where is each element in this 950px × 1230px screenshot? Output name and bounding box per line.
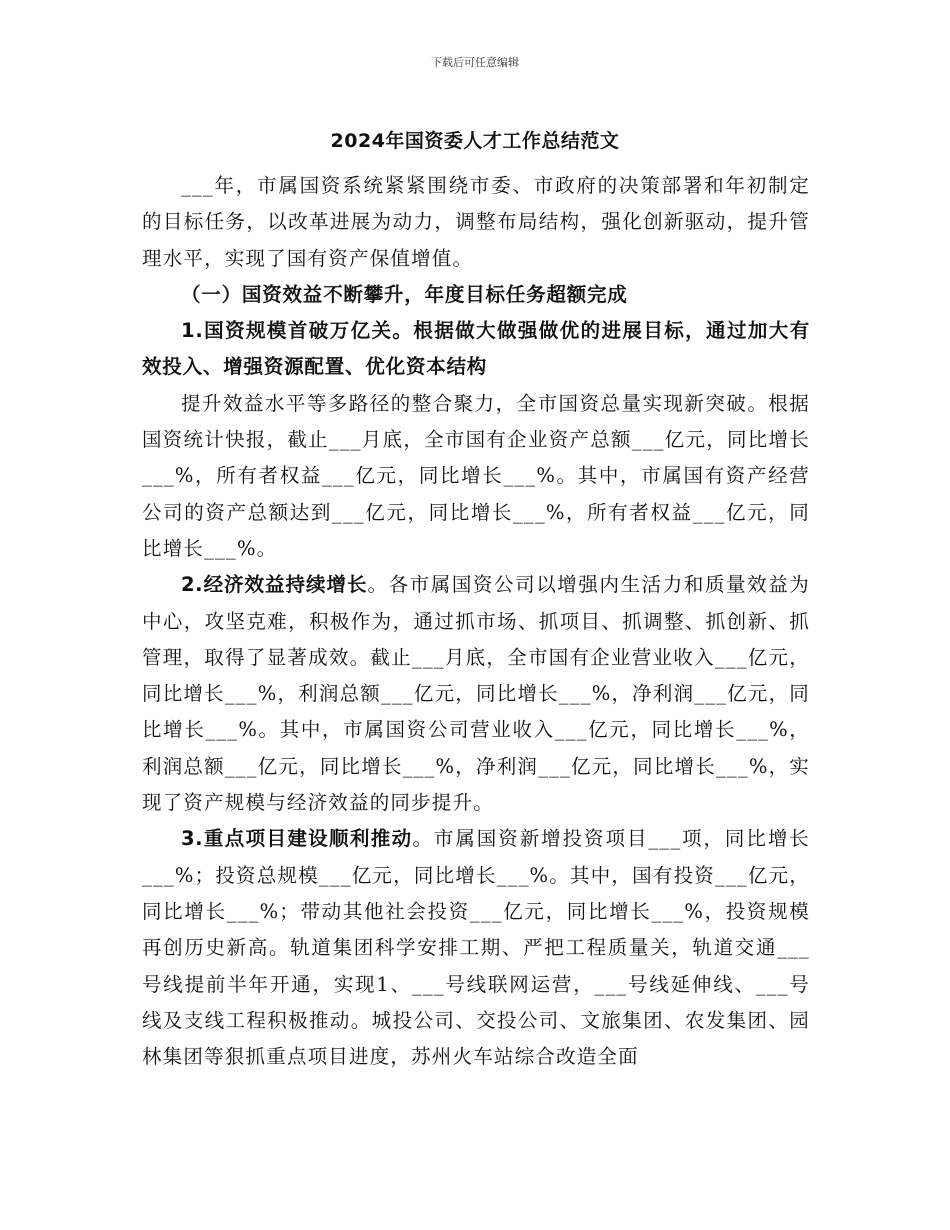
item-2-text: 。各市属国资公司以增强内生活力和质量效益为中心，攻坚克难，积极作为，通过抓市场、抓项目、抓调整、抓创新、抓管理，取得了显著成效。截止___月底，全市国有企业营业收入___亿元，同比增长___%，利润总额___亿元，同比增长___%，净利润___亿元，同比增长___%。其中，市属国资公司营业收入___亿元，同比增长___%，利润总额___亿元，同比增长___%，净利润___亿元，同比增长___%，实现了资产规模与经济效益的同步提升。 (142, 573, 811, 815)
page-header: 下载后可任意编辑 (431, 56, 519, 69)
item-2-lead: 2.经济效益持续增长 (181, 573, 368, 597)
item-3-text: 。市属国资新增投资项目___项，同比增长___%；投资总规模___亿元，同比增长___%。其中，国有投资___亿元，同比增长___%；带动其他社会投资___亿元，同比增长___%，投资规模再创历史新高。轨道集团科学安排工期、严把工程质量关，轨道交通___号线提前半年开通，实现1、___号线联网运营，___号线延伸线、___号线及支线工程积极推动。城投公司、交投公司、文旅集团、农发集团、园林集团等狠抓重点项目进度，苏州火车站综合改造全面 (142, 827, 810, 1069)
intro-paragraph: ___年，市属国资系统紧紧围绕市委、市政府的决策部署和年初制定的目标任务，以改革进展为动力，调整布局结构，强化创新驱动，提升管理水平，实现了国有资产保值增值。 (142, 174, 810, 270)
section-heading-1: （一）国资效益不断攀升，年度目标任务超额完成 (181, 282, 628, 306)
item-3-lead: 3.重点项目建设顺利推动 (181, 827, 413, 851)
item-3-paragraph (142, 821, 810, 1075)
item-2-paragraph (142, 567, 810, 821)
document-title: 2024年国资委人才工作总结范文 (330, 130, 620, 152)
item-1-heading: 1.国资规模首破万亿关。根据做大做强做优的进展目标，通过加大有效投入、增强资源配置、优化资本结构 (142, 319, 810, 379)
item-1-paragraph: 提升效益水平等多路径的整合聚力，全市国资总量实现新突破。根据国资统计快报，截止___月底，全市国有企业资产总额___亿元，同比增长___%，所有者权益___亿元，同比增长___%。其中，市属国有资产经营公司的资产总额达到___亿元，同比增长___%，所有者权益___亿元，同比增长___%。 (142, 391, 810, 560)
document-body (142, 168, 810, 1075)
